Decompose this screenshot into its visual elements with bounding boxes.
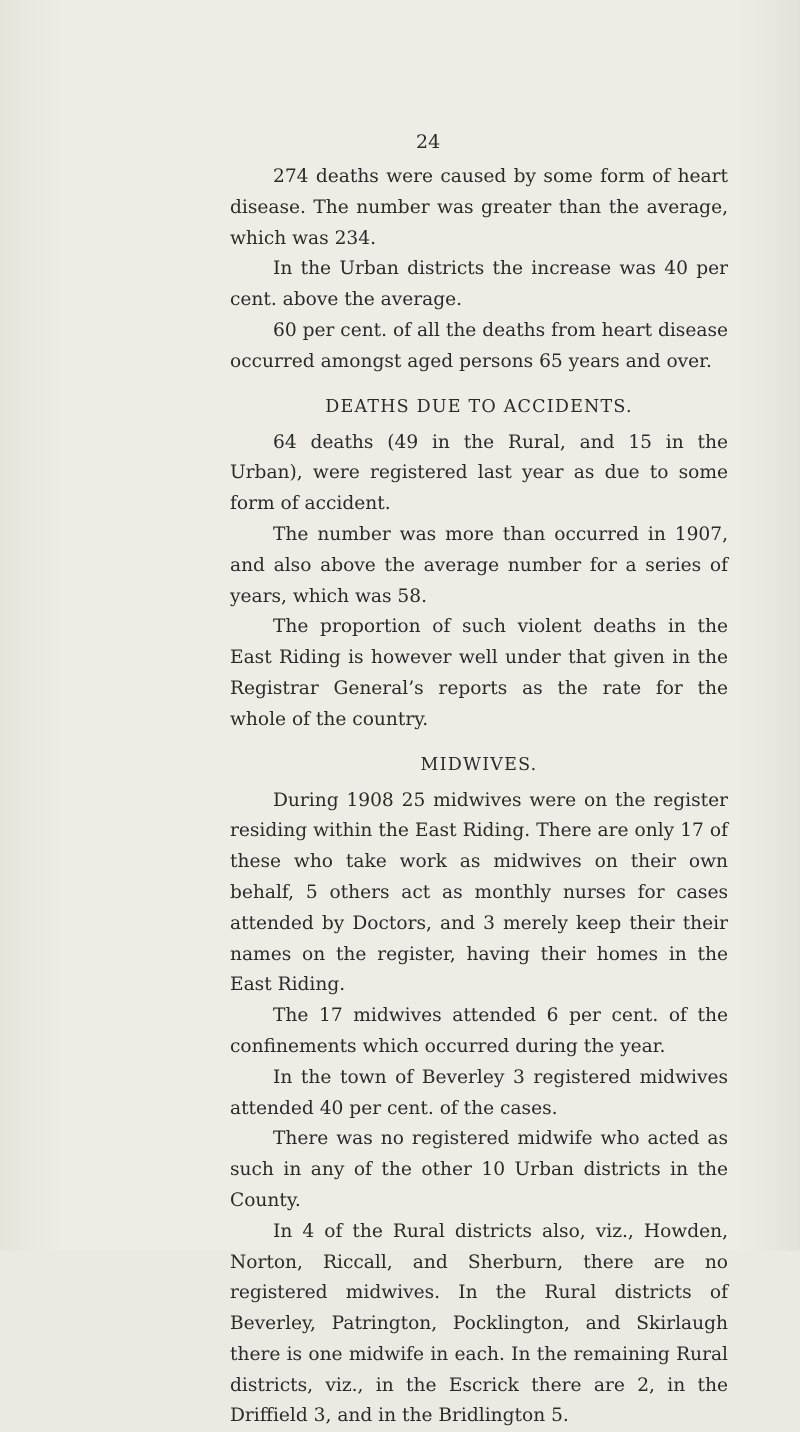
midwives-paragraph-5: In 4 of the Rural districts also, viz., Howden, Norton, Riccall, and Sherburn, there are no registered midwives. In the Rural districts of Beverley, Patrington, Pocklington, and Skirlaugh there is one midwife in each. In the remaining Rural districts, viz., in the Escrick there are 2, in the Driffield 3, and in the Bridlington 5. bbox=[230, 1220, 728, 1427]
body-text bbox=[230, 162, 728, 1432]
midwives-paragraph-4: There was no registered midwife who acted as such in any of the other 10 Urban districts in the County. bbox=[230, 1128, 728, 1211]
accidents-section bbox=[230, 392, 728, 736]
midwives-paragraph-2: The 17 midwives attended 6 per cent. of the confinements which occurred during the year. bbox=[230, 1005, 728, 1057]
heart-paragraph-2: In the Urban districts the increase was 40 per cent. above the average. bbox=[230, 258, 728, 311]
heart-disease-section bbox=[230, 162, 728, 378]
heart-paragraph-3: 60 per cent. of all the deaths from heart disease occurred amongst aged persons 65 years and over. bbox=[230, 319, 728, 372]
accidents-paragraph-1: 64 deaths (49 in the Rural, and 15 in the Urban), were registered last year as due to some form of accident. bbox=[230, 431, 728, 515]
accidents-paragraph-3: The proportion of such violent deaths in the East Riding is however well under that given in the Registrar General’s reports as the rate for the whole of the country. bbox=[230, 616, 728, 730]
midwives-paragraph-1: During 1908 25 midwives were on the register residing within the East Riding. There are only 17 of these who take work as midwives on their own behalf, 5 others act as monthly nurses for cases attended by Doctors, and 3 merely keep their their names on the register, having their homes in the East Riding. bbox=[230, 789, 728, 996]
accidents-heading: DEATHS DUE TO ACCIDENTS. bbox=[325, 396, 633, 417]
page-number: 24 bbox=[416, 131, 441, 153]
accidents-paragraph-2: The number was more than occurred in 1907, and also above the average number for a series of years, which was 58. bbox=[230, 523, 728, 607]
heart-paragraph-1: 274 deaths were caused by some form of heart disease. The number was greater than the average, which was 234. bbox=[230, 166, 728, 249]
midwives-paragraph-3: In the town of Beverley 3 registered midwives attended 40 per cent. of the cases. bbox=[230, 1066, 728, 1119]
midwives-section bbox=[230, 750, 728, 1432]
midwives-heading: MIDWIVES. bbox=[420, 754, 538, 775]
